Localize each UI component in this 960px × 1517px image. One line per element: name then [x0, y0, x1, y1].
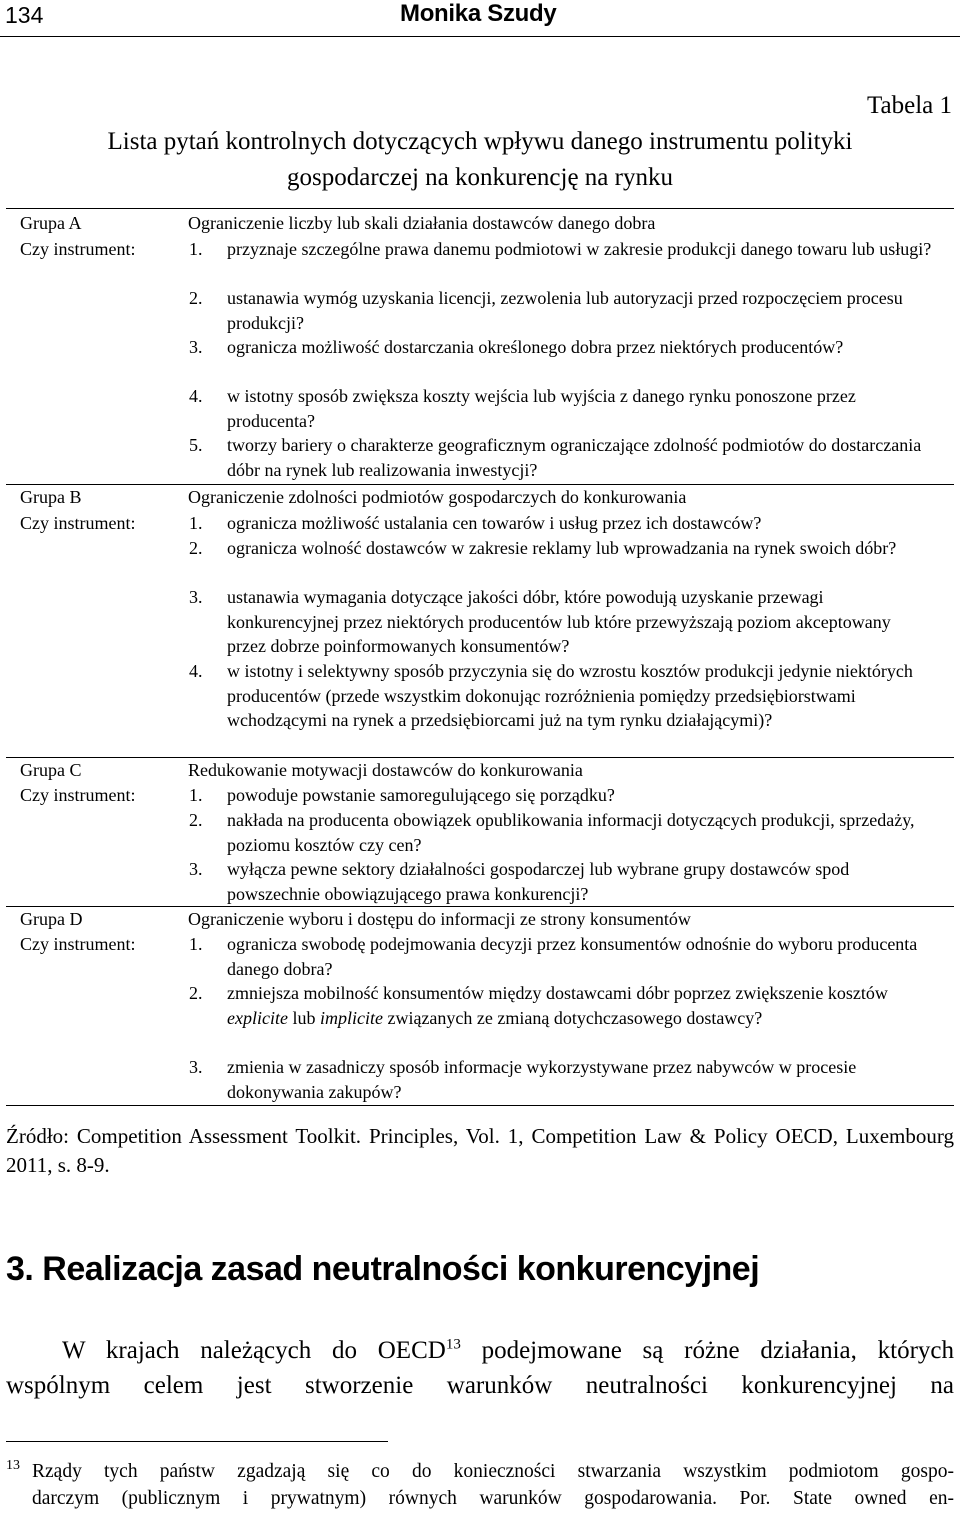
item-text: zmniejsza mobilność konsumentów między dostawcami dóbr poprzez zwiększenie kosztów explicite lub implicite związanych ze zmianą dotychczasowego dostawcy?	[227, 983, 888, 1028]
item-text: wyłącza pewne sektory działalności gospodarczej lub wybrane grupy dostawców spod powszechnie obowiązującego prawa konkurencji?	[227, 859, 850, 904]
item-number: 4.	[189, 661, 203, 681]
footnote-line-2: darczym (publicznym i prywatnym) równych warunków gospodarowania. Por. State owned en-	[32, 1488, 954, 1509]
question-label: Czy instrument:	[20, 934, 136, 954]
item-number: 1.	[189, 934, 203, 954]
item-text: ustanawia wymagania dotyczące jakości dóbr, które powodują uzyskanie przewagi konkurencyjnej przez niektórych producentów lub które przewyższają poziom akceptowany przez dobrze poinformowanych konsumentów?	[227, 587, 891, 656]
item-text: zmienia w zasadniczy sposób informacje wykorzystywane przez nabywców w procesie dokonywania zakupów?	[227, 1057, 857, 1102]
question-label: Czy instrument:	[20, 785, 136, 805]
body-line-1: W krajach należących do OECD$^{13}$ podejmowane są różne działania, których	[62, 1336, 955, 1364]
item-number: 3.	[189, 1057, 203, 1077]
group-title: Redukowanie motywacji dostawców do konkurowania	[188, 760, 583, 780]
item-number: 2.	[189, 983, 203, 1003]
item-text: powoduje powstanie samoregulującego się porządku?	[227, 785, 615, 805]
footnote-line-1: Rządy tych państw zgadzają się co do konieczności stwarzania wszystkim podmiotom gospo-	[32, 1461, 954, 1482]
running-header	[0, 0, 960, 37]
group-row-b	[6, 484, 954, 507]
control-questions-table	[6, 208, 954, 1106]
item-text: przyznaje szczególne prawa danemu podmiotowi w zakresie produkcji danego towaru lub usługi?	[227, 239, 932, 259]
question-label: Czy instrument:	[20, 513, 136, 533]
item-text: ogranicza wolność dostawców w zakresie reklamy lub wprowadzania na rynek swoich dóbr?	[227, 538, 897, 558]
item-text: w istotny sposób zwiększa koszty wejścia lub wyjścia z danego rynku ponoszone przez producenta?	[227, 386, 856, 431]
table-title-line-2: gospodarczej na konkurencję na rynku	[287, 164, 673, 191]
group-label: Grupa C	[20, 760, 82, 780]
group-title: Ograniczenie wyboru i dostępu do informacji ze strony konsumentów	[188, 909, 691, 929]
item-text: ogranicza swobodę podejmowania decyzji przez konsumentów odnośnie do wyboru producenta danego dobra?	[227, 934, 918, 979]
footnote-separator	[6, 1441, 388, 1442]
group-row-c	[6, 757, 954, 780]
group-title: Ograniczenie zdolności podmiotów gospodarczych do konkurowania	[188, 487, 687, 507]
item-text: ogranicza możliwość dostarczania określonego dobra przez niektórych producentów?	[227, 337, 844, 357]
table-label: Tabela 1	[866, 92, 952, 119]
table-source-note: Źródło: Competition Assessment Toolkit. Principles, Vol. 1, Competition Law & Policy OECD, Luxembourg 2011, s. 8-9.	[6, 1124, 954, 1177]
item-text: nakłada na producenta obowiązek opublikowania informacji dotyczących produkcji, sprzedaży, poziomu kosztów czy cen?	[227, 810, 915, 855]
body-paragraph	[6, 1333, 954, 1403]
item-number: 1.	[189, 513, 203, 533]
running-header-author: Monika Szudy	[400, 0, 557, 27]
item-number: 5.	[189, 435, 203, 455]
item-number: 2.	[189, 538, 203, 558]
item-number: 4.	[189, 386, 203, 406]
group-title: Ograniczenie liczby lub skali działania dostawców danego dobra	[188, 213, 656, 233]
item-number: 3.	[189, 859, 203, 879]
footnote-number: 13	[6, 1458, 20, 1473]
table-title-line-1: Lista pytań kontrolnych dotyczących wpływu danego instrumentu polityki	[107, 128, 853, 155]
group-row-d	[6, 906, 954, 929]
group-label: Grupa D	[20, 909, 83, 929]
footnote-reference: 13	[445, 1336, 461, 1353]
item-text: tworzy bariery o charakterze geograficznym ograniczające zdolność podmiotów do dostarczania dóbr na rynek lub realizowania inwestycji?	[227, 435, 922, 480]
item-number: 3.	[189, 587, 203, 607]
item-number: 3.	[189, 337, 203, 357]
item-text: ustanawia wymóg uzyskania licencji, zezwolenia lub autoryzacji przed rozpoczęciem procesu produkcji?	[227, 288, 903, 333]
item-text: w istotny i selektywny sposób przyczynia się do wzrostu kosztów produkcji jedynie niektórych producentów (przede wszystkim dokonując rozróżnienia pomiędzy przedsiębiorstwami wchodzącymi na rynek a przedsiębiorcami już na tym rynku działającymi)?	[227, 661, 913, 730]
question-label: Czy instrument:	[20, 239, 136, 259]
item-number: 1.	[189, 785, 203, 805]
item-number: 2.	[189, 288, 203, 308]
body-line-2: wspólnym celem jest stworzenie warunków neutralności konkurencyjnej na	[6, 1372, 954, 1399]
footnote	[6, 1458, 954, 1512]
group-label: Grupa B	[20, 487, 82, 507]
page-number: 134	[5, 2, 44, 28]
item-number: 2.	[189, 810, 203, 830]
item-text: ogranicza możliwość ustalania cen towarów i usług przez ich dostawców?	[227, 513, 762, 533]
item-number: 1.	[189, 239, 203, 259]
group-label: Grupa A	[20, 213, 82, 233]
section-heading: 3. Realizacja zasad neutralności konkurencyjnej	[6, 1250, 760, 1288]
